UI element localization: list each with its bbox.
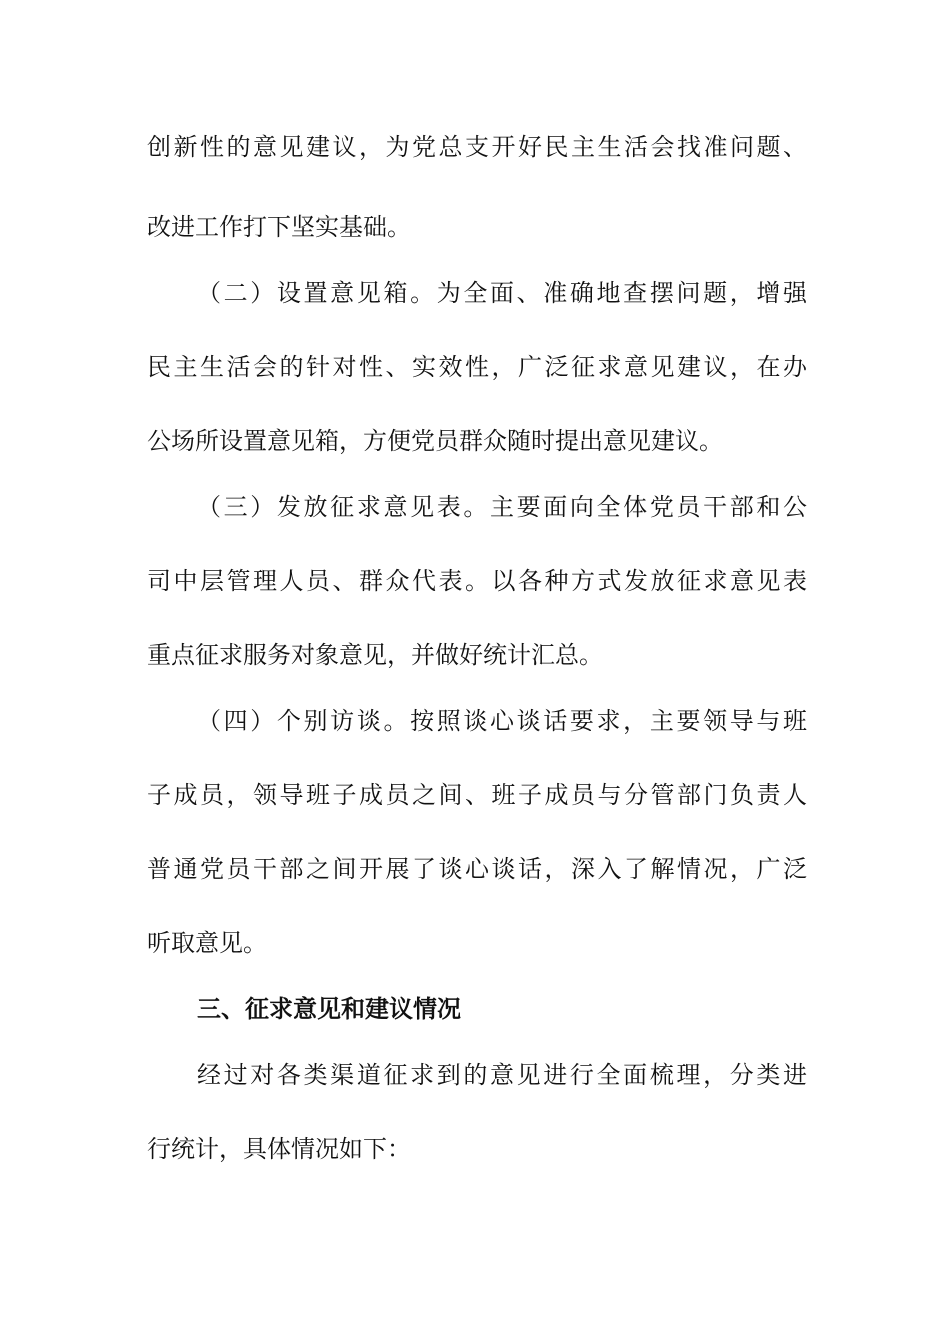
paragraph-line: 普通党员干部之间开展了谈心谈话，深入了解情况，广泛 [147,855,807,883]
section-heading: 三、征求意见和建议情况 [197,995,461,1023]
paragraph-line: （四）个别访谈。按照谈心谈话要求，主要领导与班 [197,707,807,735]
paragraph-line: （二）设置意见箱。为全面、准确地查摆问题，增强 [197,279,807,307]
paragraph-line: 民主生活会的针对性、实效性，广泛征求意见建议，在办 [147,353,807,381]
paragraph-line: 行统计，具体情况如下： [147,1135,411,1163]
paragraph-line: 经过对各类渠道征求到的意见进行全面梳理，分类进 [197,1061,807,1089]
paragraph-line: 创新性的意见建议，为党总支开好民主生活会找准问题、 [147,133,807,161]
paragraph-line: （三）发放征求意见表。主要面向全体党员干部和公 [197,493,807,521]
paragraph-line: 听取意见。 [147,929,267,957]
paragraph-line: 改进工作打下坚实基础。 [147,213,411,241]
paragraph-line: 司中层管理人员、群众代表。以各种方式发放征求意见表 [147,567,807,595]
paragraph-line: 子成员，领导班子成员之间、班子成员与分管部门负责人 [147,781,807,809]
paragraph-line: 公场所设置意见箱，方便党员群众随时提出意见建议。 [147,427,723,455]
paragraph-line: 重点征求服务对象意见，并做好统计汇总。 [147,641,603,669]
